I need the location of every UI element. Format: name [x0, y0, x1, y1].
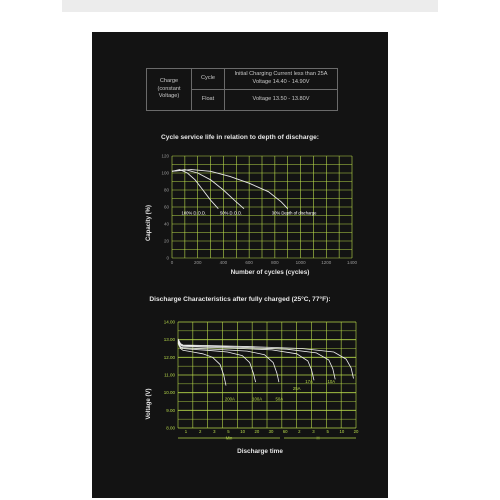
chart1-x-tick: 0	[170, 260, 174, 265]
charge-label: Charge (constant Voltage)	[147, 69, 192, 111]
chart1-x-tick: 600	[245, 260, 253, 265]
chart2-xlabel: Discharge time	[237, 448, 283, 455]
chart1-series-label: 50% D.O.D.	[219, 210, 243, 216]
chart1-y-tick: 120	[161, 153, 169, 159]
chart2-unit-min: Min	[225, 435, 233, 441]
chart2-y-tick: 12.00	[163, 354, 175, 360]
chart1-y-tick: 40	[163, 221, 169, 227]
chart2-x-tick: 30	[268, 429, 274, 434]
chart1-y-tick: 100	[161, 170, 169, 176]
chart2-ylabel: Voltage (V)	[146, 388, 152, 420]
chart1-x-tick: 1000	[295, 260, 306, 265]
chart1-series-line	[172, 170, 218, 209]
chart2-x-tick: 10	[240, 429, 246, 434]
chart2-x-tick: 1	[184, 429, 188, 434]
chart2-series-label: 100A	[252, 396, 263, 402]
chart1-series-line	[172, 170, 244, 209]
chart2-x-tick: 5	[227, 429, 230, 434]
chart2-x-tick: 2	[298, 429, 301, 434]
cycle-value-line1: Initial Charging Current less than 25A	[234, 71, 328, 78]
chart2-unit-hour: H	[316, 435, 320, 441]
chart2-x-tick: 10	[339, 429, 345, 434]
cycle-label: Cycle	[192, 69, 225, 90]
chart1-xlabel: Number of cycles (cycles)	[230, 269, 310, 276]
chart2-y-tick: 14.00	[163, 319, 175, 325]
chart2-y-tick: 10.00	[163, 390, 175, 396]
chart1-title: Cycle service life in relation to depth of discharge:	[161, 134, 319, 141]
chart2-x-tick: 60	[282, 429, 288, 434]
chart1-ylabel: Capacity (%)	[146, 205, 152, 242]
chart2-x-tick: 5	[326, 429, 329, 434]
chart2-y-tick: 8.00	[166, 425, 175, 431]
chart2-y-tick: 9.00	[166, 407, 175, 413]
chart2-series-label: 17A	[305, 378, 313, 384]
chart2-series-label: 10A	[327, 378, 336, 384]
float-value: Voltage 13.50 - 13.80V	[225, 90, 338, 111]
chart1-x-tick: 400	[219, 260, 228, 265]
chart1-series-label: 100% D.O.D.	[181, 210, 207, 216]
chart2-series-label: 50A	[275, 396, 284, 402]
chart2-title: Discharge Characteristics after fully charged (25°C, 77°F):	[149, 296, 331, 303]
chart1-y-tick: 60	[163, 204, 169, 210]
chart2-series-label: 200A	[224, 396, 235, 402]
chart1-series-label: 30% Depth of discharge	[271, 210, 317, 216]
chart1-x-tick: 200	[193, 260, 202, 265]
chart2-x-tick: 20	[353, 429, 359, 434]
chart1-series-line	[172, 170, 288, 209]
chart2-x-tick: 3	[213, 429, 216, 434]
chart1-x-tick: 1400	[346, 260, 358, 265]
chart1-y-tick: 80	[163, 187, 169, 193]
float-label: Float	[192, 90, 225, 111]
cycle-value-line2: Voltage 14.40 - 14.90V	[252, 79, 310, 85]
chart1-x-tick: 1200	[321, 260, 332, 265]
chart1-x-tick: 800	[271, 260, 279, 265]
chart2-y-tick: 13.00	[163, 337, 175, 343]
chart2-x-tick: 3	[312, 429, 315, 434]
chart1-y-tick: 20	[163, 238, 169, 244]
chart2-x-tick: 2	[198, 429, 202, 434]
chart2-x-tick: 20	[254, 429, 260, 434]
chart1-y-tick: 0	[166, 255, 169, 261]
chart2-y-tick: 11.00	[164, 372, 175, 378]
chart2-series-label: 25A	[292, 386, 301, 392]
